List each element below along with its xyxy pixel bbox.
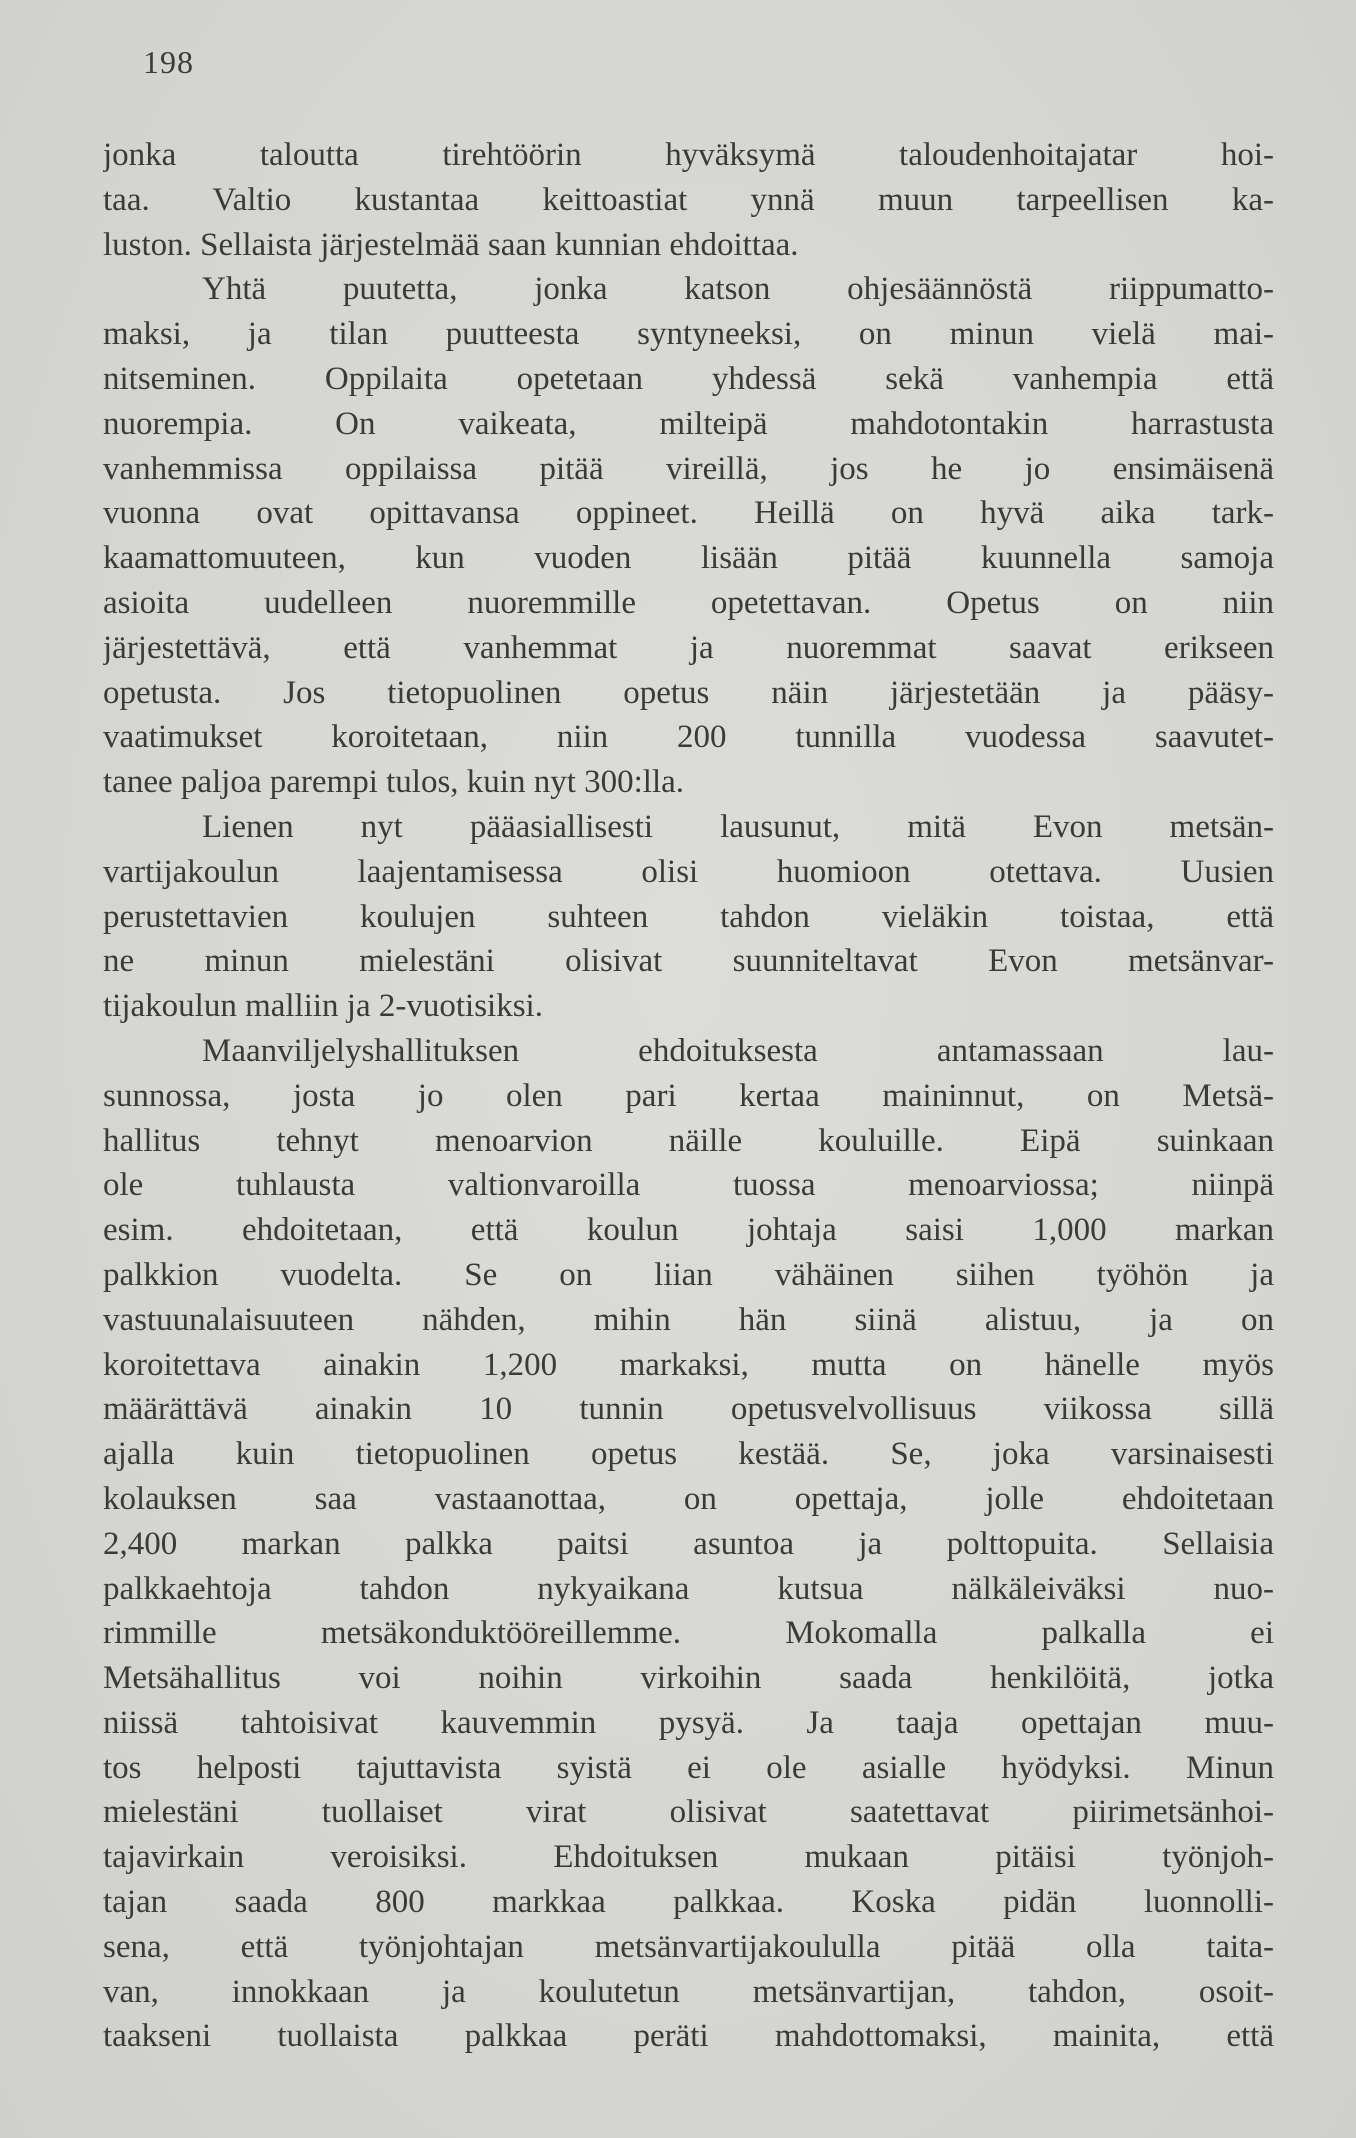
- text-line: luston. Sellaista järjestelmää saan kunnian ehdoittaa.: [103, 226, 799, 263]
- text-line: 2,400 markan palkka paitsi asuntoa ja polttopuita. Sellaisia: [103, 1525, 1274, 1562]
- page-number: 198: [143, 44, 194, 80]
- text-line: vastuunalaisuuteen nähden, mihin hän siinä alistuu, ja on: [103, 1301, 1274, 1338]
- text-line: Yhtä puutetta, jonka katson ohjesäännöstä riippumatto-: [202, 271, 1274, 308]
- text-line: asioita uudelleen nuoremmille opetettavan. Opetus on niin: [103, 584, 1274, 621]
- text-line: vuonna ovat opittavansa oppineet. Heillä on hyvä aika tark-: [103, 495, 1274, 532]
- text-line: ajalla kuin tietopuolinen opetus kestää. Se, joka varsinaisesti: [103, 1436, 1274, 1473]
- text-line: mielestäni tuollaiset virat olisivat saatettavat piirimetsänhoi-: [103, 1794, 1274, 1831]
- text-line: tajavirkain veroisiksi. Ehdoituksen mukaan pitäisi työnjoh-: [103, 1839, 1274, 1876]
- text-line: jonka taloutta tirehtöörin hyväksymä taloudenhoitajatar hoi-: [103, 137, 1274, 173]
- text-line: opetusta. Jos tietopuolinen opetus näin järjestetään ja pääsy-: [103, 674, 1274, 711]
- text-line: vanhemmissa oppilaissa pitää vireillä, jos he jo ensimäisenä: [103, 450, 1274, 487]
- text-line: sunnossa, josta jo olen pari kertaa maininnut, on Metsä-: [103, 1077, 1274, 1114]
- text-line: hallitus tehnyt menoarvion näille kouluille. Eipä suinkaan: [103, 1122, 1274, 1159]
- text-line: palkkaehtoja tahdon nykyaikana kutsua nälkäleiväksi nuo-: [103, 1570, 1274, 1607]
- text-line: perustettavien koulujen suhteen tahdon vieläkin toistaa, että: [103, 898, 1274, 935]
- text-line: vartijakoulun laajentamisessa olisi huomioon otettava. Uusien: [103, 853, 1274, 890]
- text-line: kaamattomuuteen, kun vuoden lisään pitää kuunnella samoja: [103, 540, 1274, 577]
- text-line: van, innokkaan ja koulutetun metsänvartijan, tahdon, osoit-: [103, 1973, 1274, 2010]
- text-line: rimmille metsäkonduktööreillemme. Mokomalla palkalla ei: [103, 1615, 1274, 1652]
- text-line: esim. ehdoitetaan, että koulun johtaja saisi 1,000 markan: [103, 1212, 1274, 1249]
- text-line: nuorempia. On vaikeata, milteipä mahdotontakin harrastusta: [103, 405, 1274, 442]
- text-line: koroitettava ainakin 1,200 markaksi, mutta on hänelle myös: [103, 1346, 1274, 1383]
- text-line: tajan saada 800 markkaa palkkaa. Koska pidän luonnolli-: [103, 1884, 1274, 1921]
- text-line: kolauksen saa vastaanottaa, on opettaja, jolle ehdoitetaan: [103, 1480, 1274, 1517]
- text-line: Metsähallitus voi noihin virkoihin saada henkilöitä, jotka: [103, 1660, 1274, 1697]
- text-line: taa. Valtio kustantaa keittoastiat ynnä muun tarpeellisen ka-: [103, 181, 1274, 218]
- text-line: ne minun mielestäni olisivat suunniteltavat Evon metsänvar-: [103, 943, 1274, 980]
- text-line: vaatimukset koroitetaan, niin 200 tunnilla vuodessa saavutet-: [103, 719, 1274, 756]
- text-line: Lienen nyt pääasiallisesti lausunut, mitä Evon metsän-: [202, 808, 1274, 845]
- text-line: palkkion vuodelta. Se on liian vähäinen siihen työhön ja: [103, 1256, 1274, 1293]
- text-line: taakseni tuollaista palkkaa peräti mahdottomaksi, mainita, että: [103, 2018, 1274, 2055]
- text-line: järjestettävä, että vanhemmat ja nuoremmat saavat erikseen: [103, 629, 1274, 666]
- text-line: ole tuhlausta valtionvaroilla tuossa menoarviossa; niinpä: [103, 1167, 1274, 1204]
- text-line: tos helposti tajuttavista syistä ei ole asialle hyödyksi. Minun: [103, 1749, 1274, 1786]
- text-line: tijakoulun malliin ja 2-vuotisiksi.: [103, 988, 543, 1025]
- text-line: maksi, ja tilan puutteesta syntyneeksi, on minun vielä mai-: [103, 316, 1274, 353]
- text-line: niissä tahtoisivat kauvemmin pysyä. Ja taaja opettajan muu-: [103, 1704, 1274, 1741]
- text-line: tanee paljoa parempi tulos, kuin nyt 300:lla.: [103, 764, 685, 801]
- text-line: nitseminen. Oppilaita opetetaan yhdessä sekä vanhempia että: [103, 360, 1274, 397]
- text-line: Maanviljelyshallituksen ehdoituksesta antamassaan lau-: [202, 1032, 1274, 1069]
- text-line: määrättävä ainakin 10 tunnin opetusvelvollisuus viikossa sillä: [103, 1391, 1274, 1428]
- body-text: [103, 133, 1274, 2059]
- text-line: sena, että työnjohtajan metsänvartijakoululla pitää olla taita-: [103, 1928, 1274, 1965]
